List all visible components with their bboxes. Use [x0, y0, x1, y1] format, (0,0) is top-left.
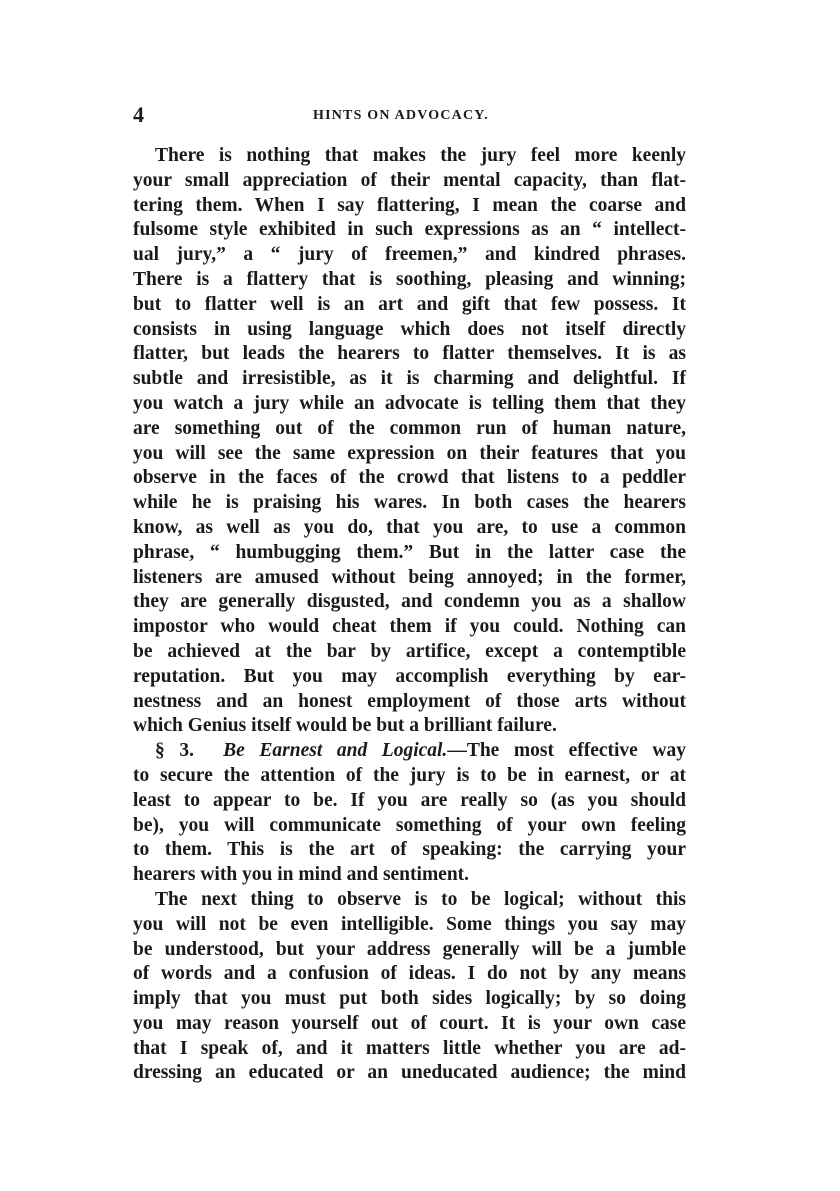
text-line: while he is praising his wares. In both cases the hearers: [133, 492, 686, 514]
text-line: they are generally disgusted, and condemn you as a shallow: [133, 591, 686, 613]
text-line: know, as well as you do, that you are, to use a common: [133, 516, 686, 538]
text-line: The next thing to observe is to be logical; without this: [155, 888, 686, 910]
text-line: you may reason yourself out of court. It is your own case: [133, 1012, 686, 1034]
text-line: least to appear to be. If you are really so (as you should: [133, 789, 686, 811]
text-line: hearers with you in mind and sentiment.: [133, 864, 470, 886]
text-line: be), you will communicate something of your own feeling: [133, 814, 686, 836]
text-line: be achieved at the bar by artifice, except a contemptible: [133, 640, 686, 662]
section-3-first-line-text: —The most effective way: [447, 740, 687, 762]
text-line: phrase, “ humbugging them.” But in the latter case the: [133, 541, 686, 563]
text-line: reputation. But you may accomplish everything by ear-: [133, 665, 686, 687]
text-line: observe in the faces of the crowd that listens to a peddler: [133, 467, 686, 489]
text-line: be understood, but your address generally will be a jumble: [133, 938, 686, 960]
text-line: impostor who would cheat them if you could. Nothing can: [133, 616, 686, 638]
text-line: subtle and irresistible, as it is charming and delightful. If: [133, 368, 686, 390]
text-line: but to flatter well is an art and gift that few possess. It: [133, 293, 686, 315]
text-line: flatter, but leads the hearers to flatter themselves. It is as: [133, 343, 686, 365]
page-number: 4: [133, 102, 144, 127]
text-line: ual jury,” a “ jury of freemen,” and kindred phrases.: [133, 244, 686, 266]
text-line: nestness and an honest employment of those arts without: [133, 690, 686, 712]
text-line: listeners are amused without being annoyed; in the former,: [133, 566, 686, 588]
text-line: imply that you must put both sides logically; by so doing: [133, 988, 686, 1010]
text-line: you watch a jury while an advocate is telling them that they: [133, 392, 686, 414]
text-line: There is a flattery that is soothing, pleasing and winning;: [133, 268, 686, 290]
text-line: which Genius itself would be but a brilliant failure.: [133, 715, 557, 737]
text-line: fulsome style exhibited in such expressions as an “ intellect-: [133, 219, 686, 241]
body-text: [133, 144, 686, 1086]
text-line: to secure the attention of the jury is to be in earnest, or at: [133, 764, 686, 786]
text-line: you will not be even intelligible. Some things you say may: [133, 913, 686, 935]
text-line: tering them. When I say flattering, I mean the coarse and: [133, 194, 686, 216]
text-line: you will see the same expression on their features that you: [133, 442, 686, 464]
text-line: are something out of the common run of human nature,: [133, 417, 686, 439]
section-3-heading-line: [133, 739, 686, 764]
text-line: dressing an educated or an uneducated audience; the mind: [133, 1062, 686, 1084]
running-head: [133, 103, 686, 127]
text-line: to them. This is the art of speaking: the carrying your: [133, 839, 686, 861]
text-line: There is nothing that makes the jury feel more keenly: [155, 145, 686, 166]
section-heading: Be Earnest and Logical.: [223, 740, 448, 762]
text-line: consists in using language which does not itself directly: [133, 318, 686, 340]
section-number: § 3.: [155, 740, 194, 762]
text-line: your small appreciation of their mental capacity, than flat-: [133, 169, 686, 191]
text-line: that I speak of, and it matters little whether you are ad-: [133, 1037, 686, 1059]
running-title: HINTS ON ADVOCACY.: [313, 108, 489, 123]
text-line: of words and a confusion of ideas. I do not by any means: [133, 963, 686, 985]
